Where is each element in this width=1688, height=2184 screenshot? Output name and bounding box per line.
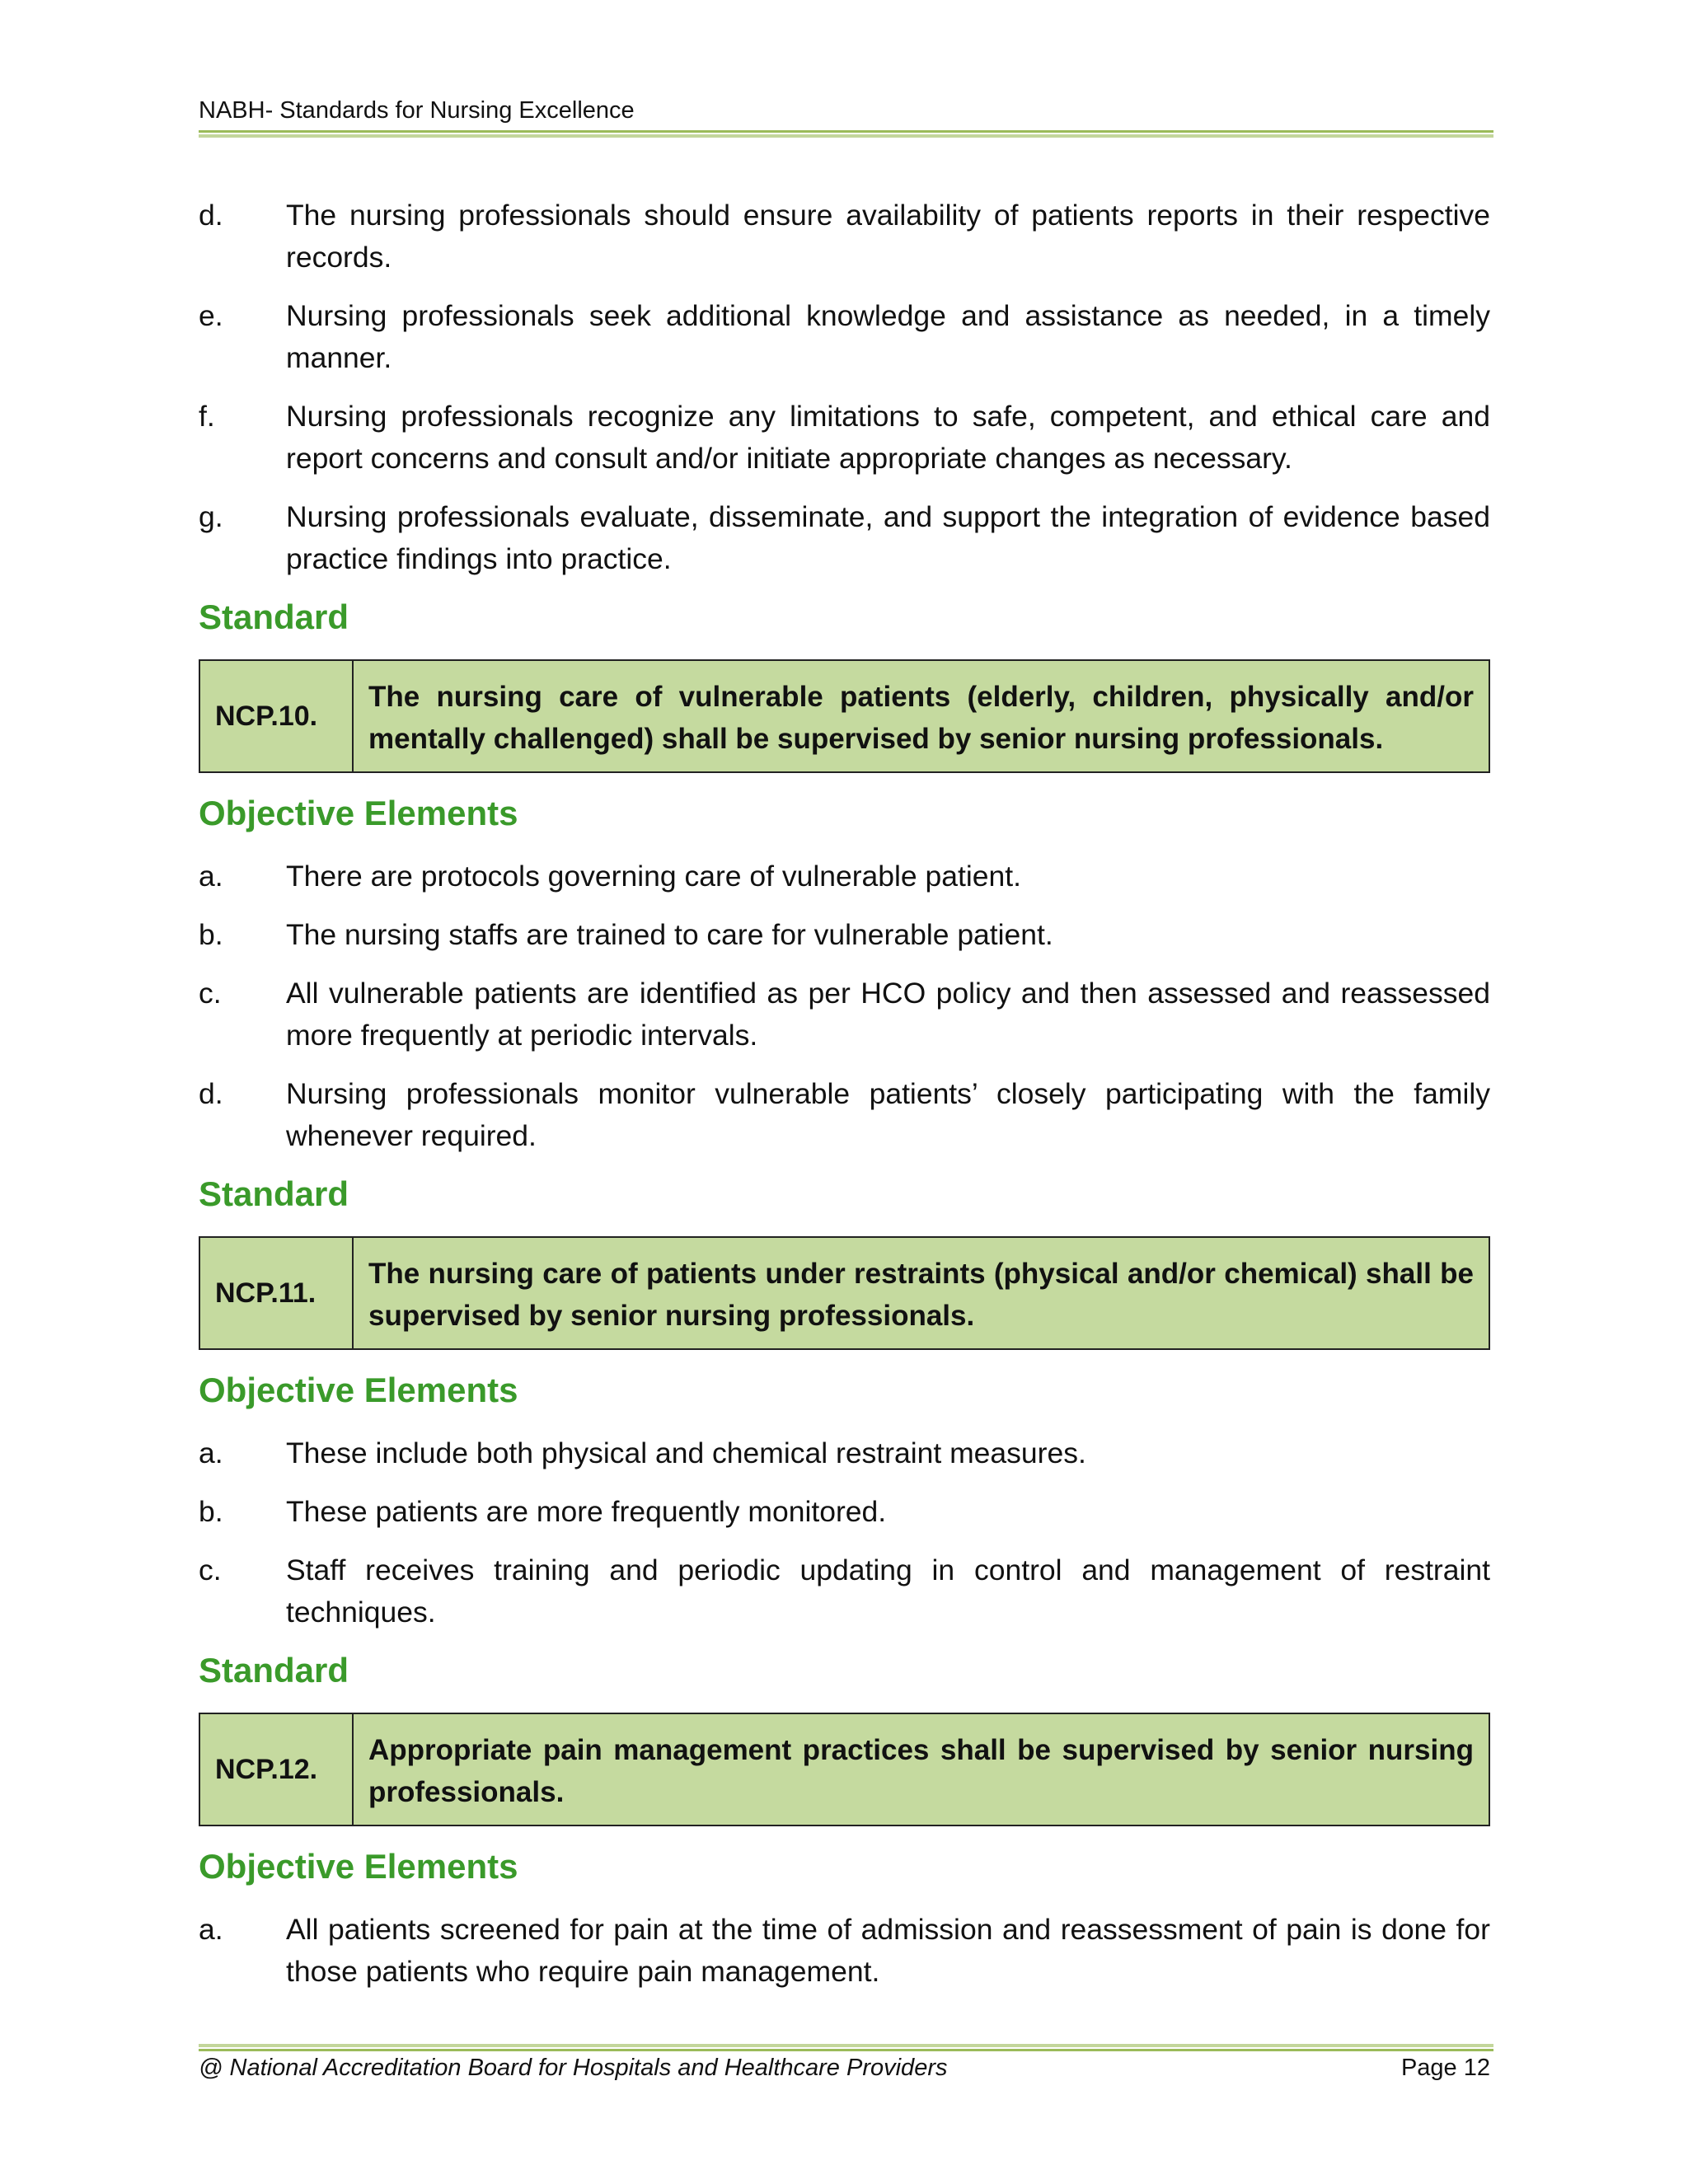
standard-section-ncp12 (199, 1650, 1490, 1993)
standard-code: NCP.10. (200, 661, 354, 771)
standard-box (199, 1713, 1490, 1826)
list-item-label: d. (199, 1077, 223, 1110)
objective-heading: Objective Elements (199, 1371, 518, 1409)
list-item (199, 1073, 1490, 1157)
list-item-label: e. (199, 299, 223, 332)
standard-description: The nursing care of vulnerable patients (elderly, children, physically and/or mentally challenged) shall be supervised by senior nursing professionals. (368, 681, 1474, 755)
standard-box (199, 1236, 1490, 1350)
list-item-label: a. (199, 1913, 223, 1946)
list-item-text: Nursing professionals evaluate, disseminate, and support the integration of evidence based practice findings into practice. (286, 500, 1490, 575)
list-item (199, 1549, 1490, 1633)
list-item (199, 914, 1490, 956)
list-item (199, 972, 1490, 1057)
list-item-text: These include both physical and chemical restraint measures. (286, 1436, 1086, 1469)
list-item-text: These patients are more frequently monitored. (286, 1495, 887, 1528)
standard-description: Appropriate pain management practices shall be supervised by senior nursing professionals. (368, 1734, 1474, 1808)
standard-heading: Standard (199, 598, 349, 636)
footer-copyright: @ National Accreditation Board for Hospitals and Healthcare Providers (199, 2055, 948, 2081)
objective-heading: Objective Elements (199, 794, 518, 832)
list-item (199, 396, 1490, 480)
intro-list (199, 194, 1490, 580)
list-item-text: The nursing staffs are trained to care for vulnerable patient. (286, 918, 1053, 951)
list-item-label: g. (199, 500, 223, 533)
running-header: NABH- Standards for Nursing Excellence (199, 97, 635, 124)
standard-box (199, 659, 1490, 773)
standard-code: NCP.12. (200, 1714, 354, 1825)
standard-code: NCP.11. (200, 1238, 354, 1348)
list-item-label: c. (199, 977, 222, 1010)
header-rule (199, 130, 1493, 138)
standard-description: The nursing care of patients under restraints (physical and/or chemical) shall be supervised by senior nursing professionals. (368, 1258, 1474, 1332)
list-item-label: c. (199, 1554, 222, 1586)
list-item-text: Nursing professionals seek additional knowledge and assistance as needed, in a timely manner. (286, 299, 1490, 374)
list-item-text: All patients screened for pain at the time of admission and reassessment of pain is done for those patients who require pain management. (286, 1913, 1490, 1988)
list-item-label: f. (199, 400, 215, 433)
page-content (199, 194, 1490, 2009)
list-item-text: There are protocols governing care of vulnerable patient. (286, 860, 1021, 893)
list-item-label: b. (199, 918, 223, 951)
list-item-text: Nursing professionals monitor vulnerable patients’ closely participating with the family whenever required. (286, 1077, 1490, 1152)
list-item (199, 855, 1490, 898)
footer-rule (199, 2044, 1493, 2051)
standard-heading: Standard (199, 1174, 349, 1213)
list-item-text: All vulnerable patients are identified as per HCO policy and then assessed and reassessed more frequently at periodic intervals. (286, 977, 1490, 1052)
list-item (199, 194, 1490, 279)
objective-heading: Objective Elements (199, 1847, 518, 1886)
list-item (199, 1491, 1490, 1533)
list-item (199, 295, 1490, 379)
list-item (199, 1432, 1490, 1474)
list-item-label: b. (199, 1495, 223, 1528)
page-number: Page 12 (1400, 2055, 1490, 2081)
list-item (199, 496, 1490, 580)
list-item-label: a. (199, 1436, 223, 1469)
standard-section-ncp10 (199, 597, 1490, 1157)
list-item-text: Staff receives training and periodic updating in control and management of restraint techniques. (286, 1554, 1490, 1629)
standard-heading: Standard (199, 1651, 349, 1690)
list-item-label: a. (199, 860, 223, 893)
standard-section-ncp11 (199, 1174, 1490, 1633)
list-item (199, 1909, 1490, 1993)
list-item-label: d. (199, 199, 223, 232)
list-item-text: Nursing professionals recognize any limitations to safe, competent, and ethical care and report concerns and consult and/or initiate appropriate changes as necessary. (286, 400, 1490, 475)
list-item-text: The nursing professionals should ensure availability of patients reports in their respective records. (286, 199, 1490, 274)
